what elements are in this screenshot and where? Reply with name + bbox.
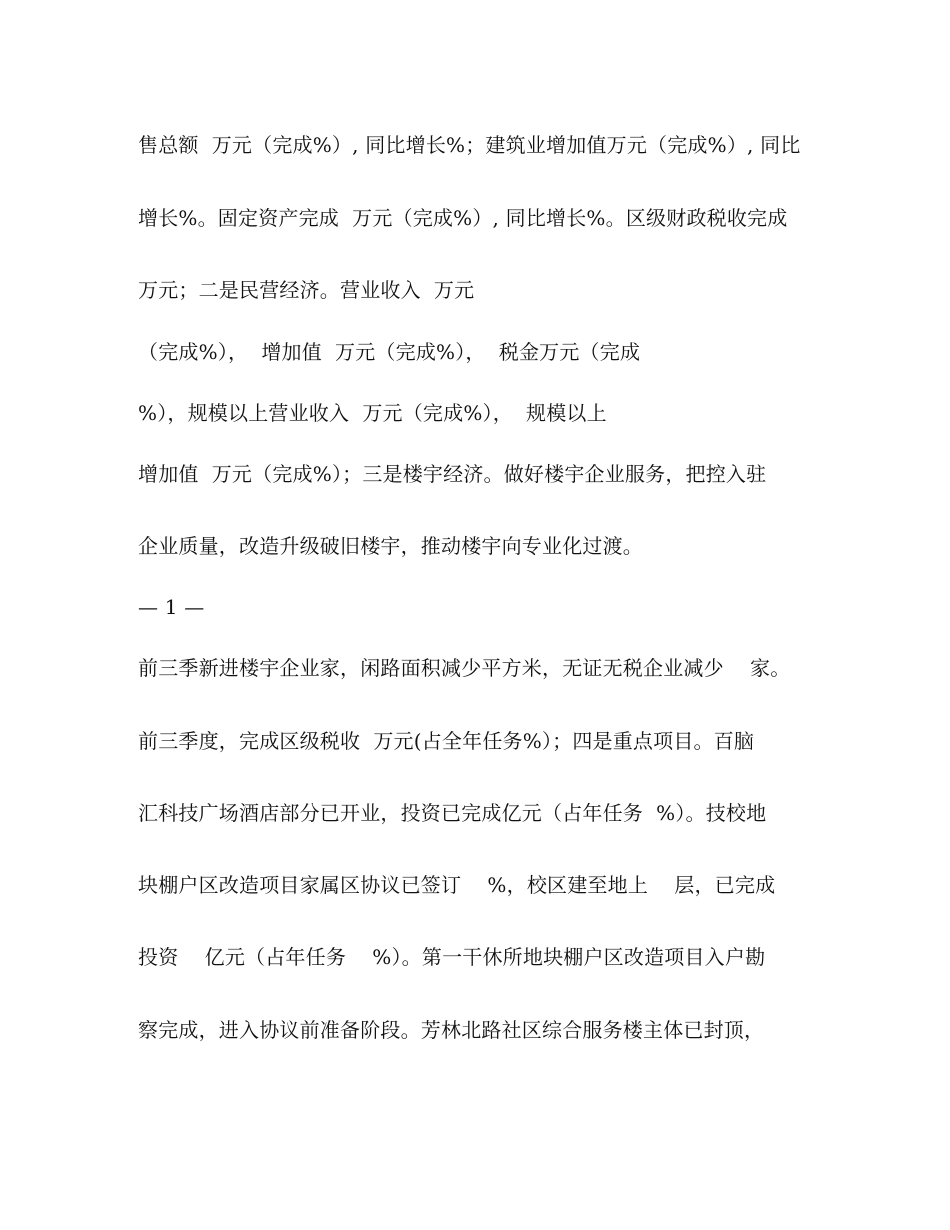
paragraph-line-7: 企业质量，改造升级破旧楼宇，推动楼宇向专业化过渡。 (138, 534, 643, 558)
paragraph-line-5: %），规模以上营业收入 万元（完成%）， 规模以上 (138, 401, 607, 425)
paragraph-line-2: 增长%。固定资产完成 万元（完成%）, 同比增长%。区级财政税收完成 (138, 206, 788, 230)
paragraph-line-4: （完成%）， 增加值 万元（完成%）， 税金万元（完成 (138, 340, 641, 364)
paragraph-line-1: 售总额 万元（完成%）, 同比增长%；建筑业增加值万元（完成%）, 同比 (138, 133, 801, 157)
paragraph-line-10: 汇科技广场酒店部分已开业，投资已完成亿元（占年任务 %）。技校地 (138, 801, 767, 825)
paragraph-line-12: 投资 亿元（占年任务 %）。第一干休所地块棚户区改造项目入户勘 (138, 945, 766, 969)
paragraph-line-8: 前三季新进楼宇企业家，闲路面积减少平方米，无证无税企业减少 家。 (138, 656, 791, 680)
paragraph-line-13: 察完成，进入协议前准备阶段。芳林北路社区综合服务楼主体已封顶， (138, 1018, 765, 1042)
paragraph-line-3: 万元；二是民营经济。营业收入 万元 (138, 278, 475, 302)
paragraph-line-11: 块棚户区改造项目家属区协议已签订 %，校区建至地上 层，已完成 (138, 873, 776, 897)
page-number: — 1 — (138, 595, 205, 619)
paragraph-line-9: 前三季度，完成区级税收 万元(占全年任务%）；四是重点项目。百脑 (138, 729, 755, 753)
paragraph-line-6: 增加值 万元（完成%）；三是楼宇经济。做好楼宇企业服务，把控入驻 (138, 462, 767, 486)
